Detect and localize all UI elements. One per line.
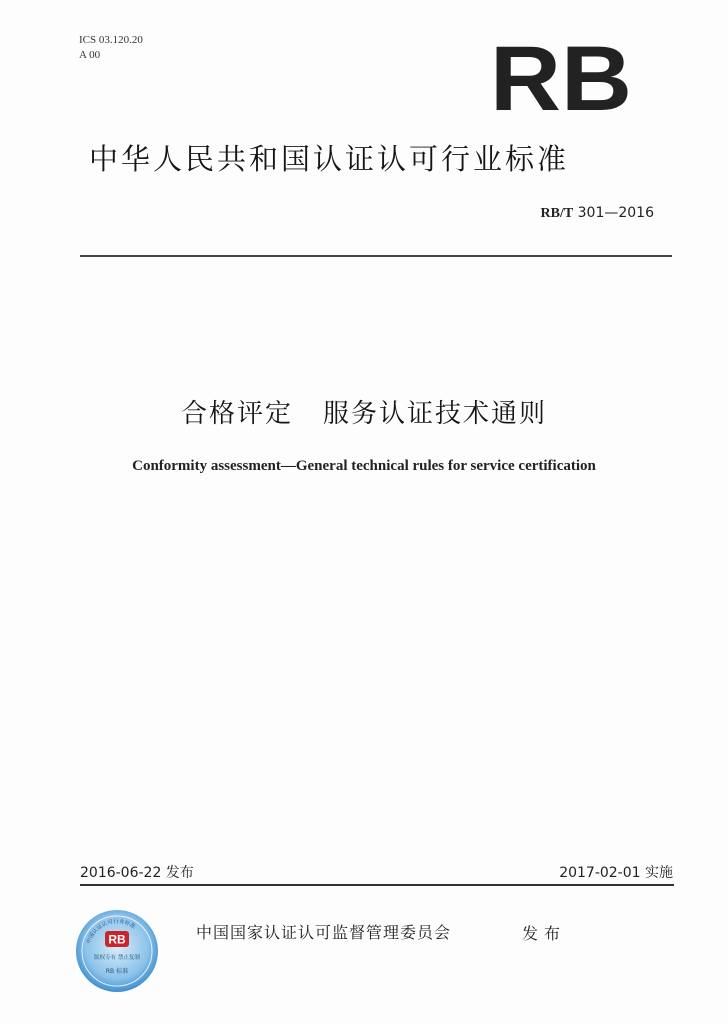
issue-date: 2016-06-22 发布 (80, 865, 194, 881)
bottom-divider (80, 884, 674, 886)
issue-label: 发布 (522, 924, 567, 943)
anti-counterfeit-seal (75, 909, 159, 993)
organization-title: 中华人民共和国认证认可行业标准 (89, 142, 570, 176)
classification-codes (79, 33, 143, 63)
seal-inner-text: 版权专有 禁止复制 (94, 955, 140, 961)
seal-bottom-text: RB 标准 (105, 968, 129, 975)
standard-number-prefix: RB/T (540, 206, 574, 221)
top-divider (80, 255, 672, 257)
title-chinese-part1: 合格评定 (180, 399, 293, 429)
title-english: Conformity assessment—General technical rules for service certification (132, 458, 596, 474)
ccs-code: A 00 (79, 49, 101, 61)
seal-ring-text: 中国认证认可行业标准 (85, 918, 137, 945)
issuing-authority: 中国国家认证认可监督管理委员会 (196, 923, 452, 942)
standard-number (541, 205, 655, 222)
title-chinese-part2: 服务认证技术通则 (323, 399, 548, 429)
seal-logo-text: RB (108, 932, 126, 947)
standard-number-value: 301—2016 (573, 205, 654, 221)
rb-logo-text: RB (490, 44, 632, 114)
rb-logo (488, 44, 634, 114)
ics-code: ICS 03.120.20 (79, 34, 143, 46)
implementation-date: 2017-02-01 实施 (559, 865, 673, 881)
title-chinese (0, 393, 728, 430)
